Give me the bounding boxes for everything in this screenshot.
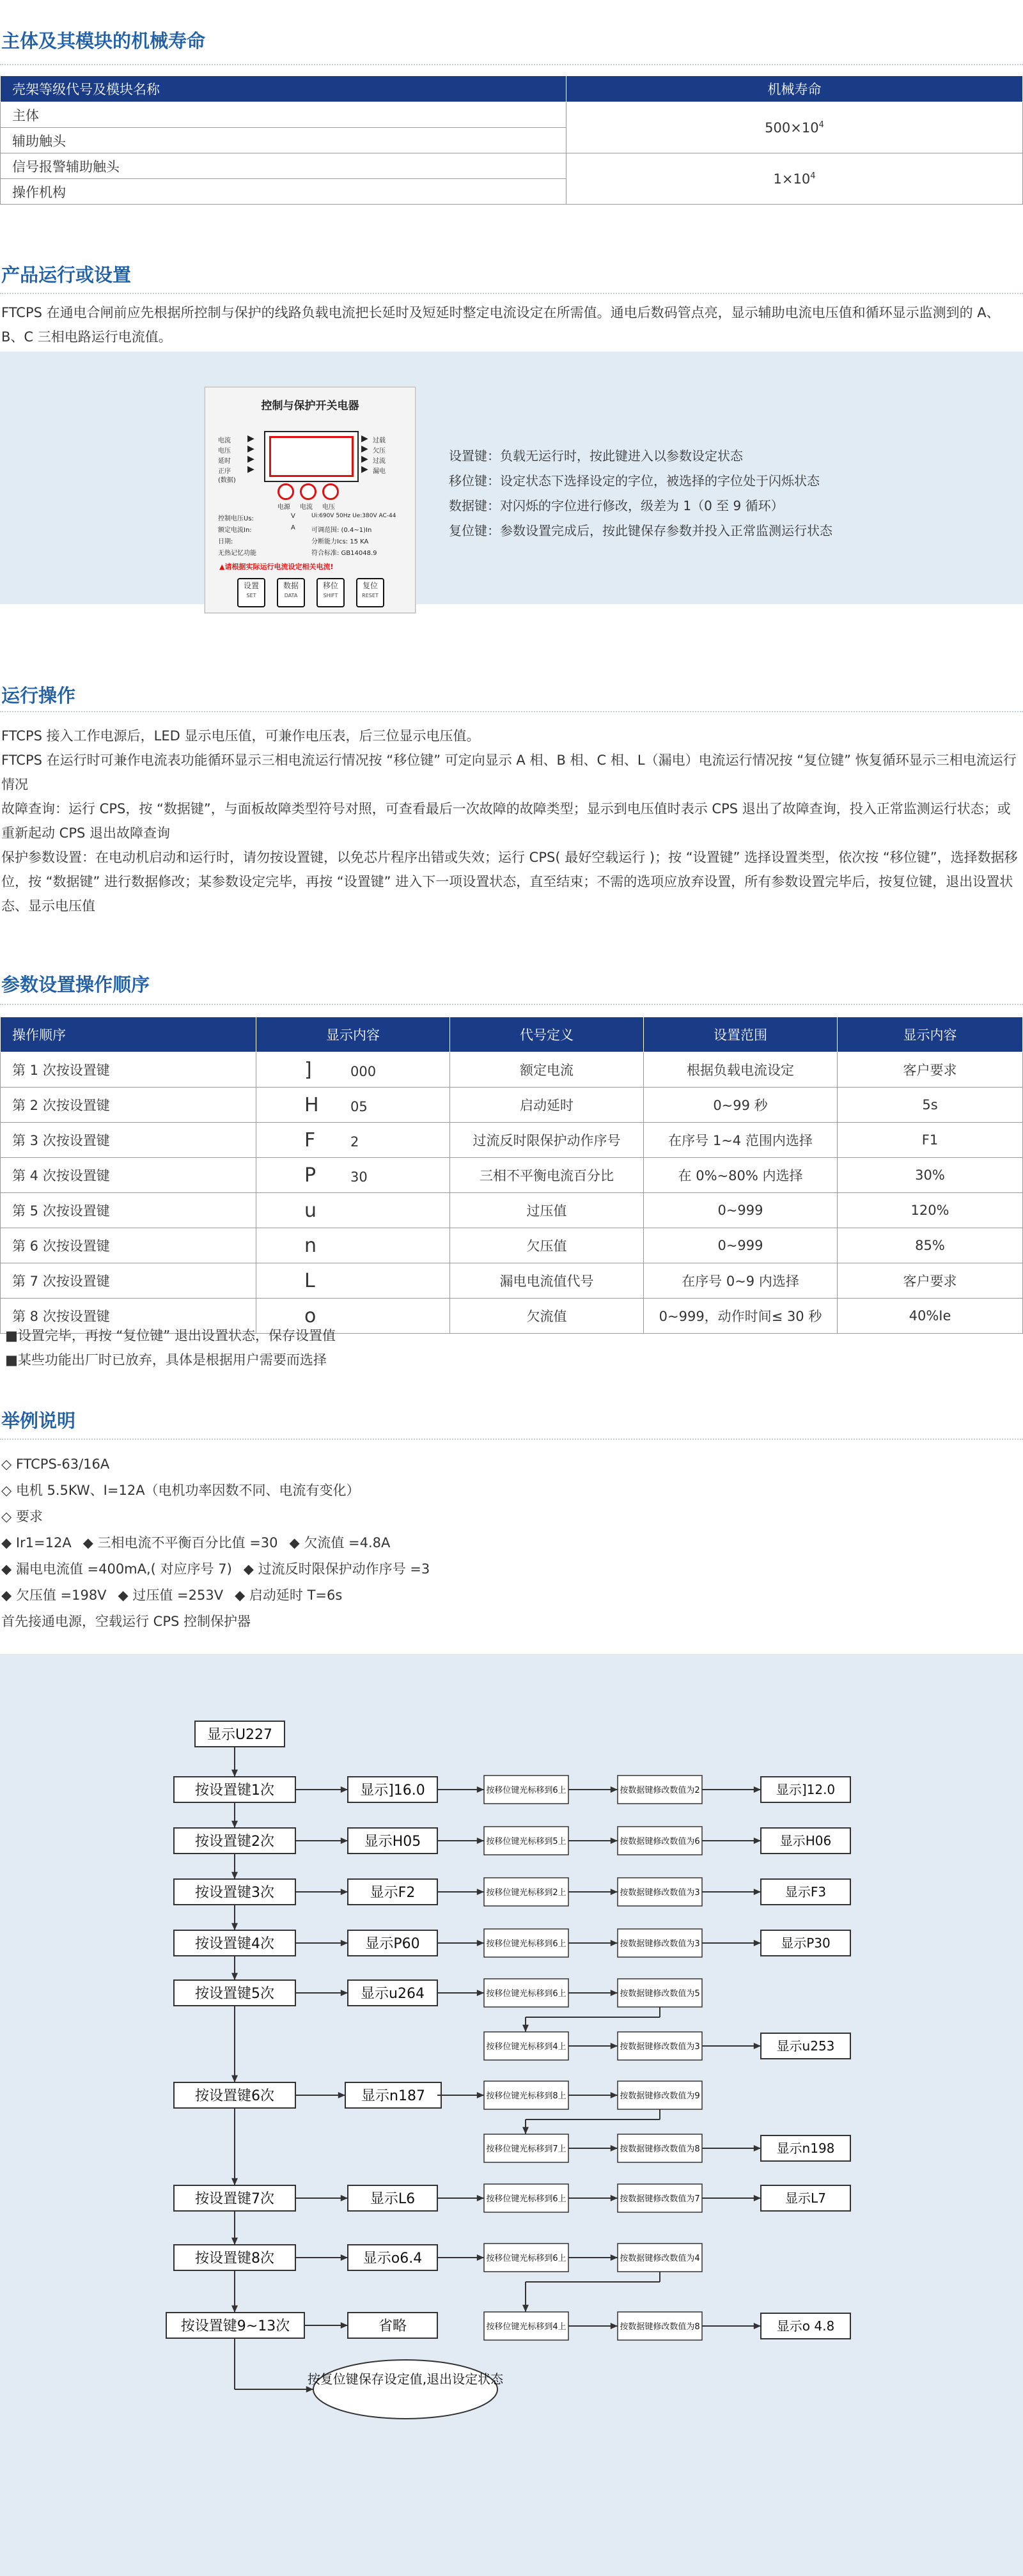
flow-move: 按移位键光标移到6上 (486, 2254, 566, 2263)
section-title-parameter-order: 参数设置操作顺序 (1, 974, 150, 995)
arrow-head (477, 1990, 484, 1996)
table-cell: 额定电流 (450, 1052, 644, 1088)
arrow-head (341, 1889, 348, 1895)
flow-data: 按数据键修改数值为7 (620, 2194, 700, 2204)
spec-value: 分断能力Ics: 15 KA (311, 538, 369, 545)
arrow-head (611, 1838, 618, 1844)
table-cell (256, 1228, 450, 1263)
spec-unit: A (291, 524, 295, 531)
flow-data: 按数据键修改数值为5 (620, 1989, 700, 1999)
arrow-head (477, 2195, 484, 2201)
reset-button[interactable]: 复位 RESET (356, 578, 384, 607)
table-cell: 辅助触头 (1, 128, 566, 153)
arrow-head (754, 2145, 761, 2151)
flow-data: 按数据键修改数值为9 (620, 2091, 700, 2101)
table-cell: 第 2 次按设置键 (1, 1088, 256, 1123)
flow-result: 显示L7 (785, 2190, 826, 2206)
table-header: 显示内容 (838, 1017, 1023, 1052)
arrow-head (611, 1990, 618, 1996)
panel-label: 延时 (218, 458, 231, 465)
setting-flowchart (0, 1654, 1023, 2576)
flow-result: 显示H06 (779, 1833, 832, 1849)
flow-step: 按设置键1次 (195, 1782, 274, 1799)
flow-step: 按设置键3次 (195, 1884, 274, 1901)
arrow-head (611, 2195, 618, 2201)
arrow-right-icon: ▶ (361, 454, 368, 464)
segment-code: P (304, 1164, 316, 1187)
table-row (1, 1158, 1023, 1193)
flow-result: 显示u253 (776, 2038, 835, 2054)
arrow-head (611, 2043, 618, 2049)
spec-label: 日期: (218, 538, 233, 545)
example-line (1, 1609, 441, 1635)
arrow-head (754, 2323, 761, 2329)
table-cell (256, 1052, 450, 1088)
flow-step: 按设置键9~13次 (180, 2318, 290, 2334)
segment-value: 30 (350, 1169, 368, 1185)
flow-show: 显示L6 (370, 2190, 416, 2207)
section-title-example: 举例说明 (1, 1410, 76, 1432)
parameter-table (0, 1017, 1023, 1334)
arrow-head (341, 1990, 348, 1996)
arrow-head (231, 2306, 238, 2313)
flow-show: 显示P60 (365, 1935, 420, 1952)
table-cell: 根据负载电流设定 (644, 1052, 838, 1088)
flow-move: 按移位键光标移到6上 (486, 2194, 566, 2204)
arrow-head (754, 1786, 761, 1793)
example-item: ◆ 启动延时 T=6s (235, 1588, 343, 1603)
example-item: ◇ FTCPS-63/16A (1, 1456, 110, 1472)
arrow-head (341, 2195, 348, 2201)
spec-label: 控制电压Us: (218, 515, 254, 522)
table-cell: 客户要求 (838, 1052, 1023, 1088)
arrow-right-icon: ▶ (247, 464, 254, 474)
table-header: 壳架等级代号及模块名称 (1, 76, 566, 102)
flow-move: 按移位键光标移到5上 (486, 1837, 566, 1846)
arrow-head (522, 2127, 529, 2134)
indicator-light (300, 483, 316, 500)
flow-move: 按移位键光标移到6上 (486, 1989, 566, 1999)
arrow-head (754, 1889, 761, 1895)
table-cell: 第 6 次按设置键 (1, 1228, 256, 1263)
paragraph: 故障查询：运行 CPS，按 “数据键”，与面板故障类型符号对照，可查看最后一次故障的故障类型；显示到电压值时表示 CPS 退出了故障查询，投入正常监测运行状态；或重新起动 CPS 退出故障查询 (1, 801, 1011, 841)
flow-step: 按设置键5次 (195, 1985, 274, 2002)
example-line (1, 1582, 441, 1609)
table-cell: 5s (838, 1088, 1023, 1123)
flow-end-box (313, 2360, 497, 2419)
arrow-head (231, 1872, 238, 1879)
panel-label: (数据) (218, 477, 236, 484)
arrow-head (341, 1838, 348, 1844)
set-button[interactable]: 设置 SET (237, 578, 265, 607)
table-cell: 主体 (1, 102, 566, 128)
example-lines (1, 1451, 441, 1635)
notes (5, 1323, 336, 1372)
arrow-head (477, 2092, 484, 2098)
table-cell: 第 8 次按设置键 (1, 1299, 256, 1334)
indicator-light (322, 483, 339, 500)
table-cell (256, 1158, 450, 1193)
flow-show: 显示]16.0 (360, 1782, 425, 1799)
spec-label: 额定电流In: (218, 527, 252, 534)
example-item: ◆ Ir1=12A (1, 1535, 72, 1550)
flow-move: 按移位键光标移到6上 (486, 1939, 566, 1949)
section-title-running: 运行操作 (1, 685, 76, 706)
flow-step: 按设置键4次 (195, 1935, 274, 1952)
example-item: 首先接通电源，空载运行 CPS 控制保护器 (1, 1614, 251, 1629)
arrow-head (754, 1940, 761, 1946)
indicator-light (277, 483, 294, 500)
table-cell: 第 5 次按设置键 (1, 1193, 256, 1228)
warning-icon: ▲ (219, 563, 225, 571)
flow-result: 显示P30 (781, 1935, 831, 1951)
flow-move: 按移位键光标移到4上 (486, 2042, 566, 2052)
table-cell: 启动延时 (450, 1088, 644, 1123)
arrow-head (231, 1973, 238, 1980)
arrow-head (231, 2075, 238, 2082)
example-item: ◆ 三相电流不平衡百分比值 =30 (82, 1535, 278, 1550)
arrow-head (611, 2254, 618, 2261)
arrow-head (611, 2323, 618, 2329)
table-cell: 第 4 次按设置键 (1, 1158, 256, 1193)
panel-label: 电流 (300, 504, 313, 511)
table-header: 机械寿命 (566, 76, 1023, 102)
table-cell: 客户要求 (838, 1263, 1023, 1299)
table-cell: 漏电电流值代号 (450, 1263, 644, 1299)
panel-label: 过流 (373, 458, 386, 465)
example-item: ◆ 过压值 =253V (118, 1588, 224, 1603)
panel-label: 过载 (373, 437, 386, 444)
table-cell: 30% (838, 1158, 1023, 1193)
divider (0, 1004, 1023, 1005)
desc-data-key: 数据键：对闪烁的字位进行修改，级差为 1（0 至 9 循环） (449, 498, 784, 513)
arrow-head (477, 1786, 484, 1793)
flow-step: 按设置键8次 (195, 2250, 274, 2267)
arrow-head (477, 1838, 484, 1844)
flow-end: 按复位键保存设定值,退出设定状态 (307, 2371, 504, 2387)
table-row (1, 1123, 1023, 1158)
arrow-head (231, 1923, 238, 1930)
arrow-head (231, 2238, 238, 2245)
table-cell: 信号报警辅助触头 (1, 153, 566, 179)
led-display (264, 431, 359, 482)
key-descriptions (449, 444, 832, 543)
arrow-head (522, 2305, 529, 2312)
spec-value: Ui:690V 50Hz Ue:380V AC-44 (311, 513, 396, 519)
table-cell: 85% (838, 1228, 1023, 1263)
table-cell (256, 1088, 450, 1123)
table-row (1, 1193, 1023, 1228)
table-cell (256, 1263, 450, 1299)
table-cell: 40%Ie (838, 1299, 1023, 1334)
table-cell: 在 0%~80% 内选择 (644, 1158, 838, 1193)
example-line (1, 1451, 441, 1478)
table-cell: 0~999 (644, 1228, 838, 1263)
arrow-head (611, 1889, 618, 1895)
arrow-right-icon: ▶ (247, 444, 254, 454)
flow-step: 按设置键6次 (195, 2088, 274, 2104)
example-line (1, 1478, 441, 1504)
mechanical-life-table (0, 75, 1023, 205)
segment-code: L (304, 1269, 315, 1292)
arrow-head (231, 2178, 238, 2185)
flow-data: 按数据键修改数值为2 (620, 1786, 700, 1795)
spec-label: 无热记忆功能 (218, 550, 256, 557)
segment-code: u (304, 1199, 317, 1222)
arrow-head (754, 2195, 761, 2201)
table-cell: 第 7 次按设置键 (1, 1263, 256, 1299)
arrow-head (611, 2145, 618, 2151)
flow-show: 显示o6.4 (363, 2250, 423, 2267)
table-cell: 欠流值 (450, 1299, 644, 1334)
arrow-head (341, 1940, 348, 1946)
example-item: ◆ 欠压值 =198V (1, 1588, 107, 1603)
flow-data: 按数据键修改数值为8 (620, 2144, 700, 2154)
table-row (1, 1228, 1023, 1263)
table-cell-value: $1\times 10^4$ (566, 153, 1023, 205)
flow-start: 显示U227 (207, 1726, 273, 1743)
flow-move: 按移位键光标移到4上 (486, 2322, 566, 2332)
flow-move: 按移位键光标移到2上 (486, 1888, 566, 1898)
segment-code: F (304, 1128, 316, 1151)
divider (0, 1439, 1023, 1440)
flow-move: 按移位键光标移到6上 (486, 1786, 566, 1795)
desc-shift-key: 移位键：设定状态下选择设定的字位，被选择的字位处于闪烁状态 (449, 473, 820, 488)
table-cell: 第 1 次按设置键 (1, 1052, 256, 1088)
flow-result: 显示o 4.8 (776, 2318, 835, 2334)
arrow-head (477, 2254, 484, 2261)
segment-value: 000 (350, 1063, 377, 1079)
flow-show: 显示F2 (370, 1884, 416, 1901)
arrow-head (341, 2254, 348, 2261)
arrow-head (341, 1786, 348, 1793)
example-item: ◆ 漏电电流值 =400mA,( 对应序号 7) (1, 1561, 232, 1577)
panel-label: 欠压 (373, 448, 386, 455)
table-row (1, 1263, 1023, 1299)
running-paragraphs (1, 724, 1018, 918)
example-item: ◇ 电机 5.5KW、I=12A（电机功率因数不同、电流有变化） (1, 1483, 360, 1498)
arrow-head (338, 2092, 345, 2098)
flow-show: 显示n187 (361, 2088, 425, 2104)
example-line (1, 1530, 441, 1556)
table-header: 显示内容 (256, 1017, 450, 1052)
example-item: ◆ 过流反时限保护动作序号 =3 (243, 1561, 430, 1577)
example-line (1, 1556, 441, 1582)
flow-step: 按设置键7次 (195, 2190, 274, 2207)
panel-label: 漏电 (373, 468, 386, 475)
arrow-right-icon: ▶ (247, 433, 254, 444)
table-cell: 过压值 (450, 1193, 644, 1228)
table-cell (256, 1193, 450, 1228)
arrow-head (477, 1889, 484, 1895)
table-cell: 120% (838, 1193, 1023, 1228)
panel-label: 电流 (218, 437, 231, 444)
divider (0, 64, 1023, 65)
flow-data: 按数据键修改数值为4 (620, 2254, 700, 2263)
table-cell: 操作机构 (1, 179, 566, 205)
flow-step: 按设置键2次 (195, 1833, 274, 1850)
table-cell: 0~999，动作时间≤ 30 秒 (644, 1299, 838, 1334)
arrow-right-icon: ▶ (361, 444, 368, 454)
flow-result: 显示]12.0 (776, 1782, 836, 1798)
device-panel-image (205, 387, 416, 613)
arrow-head (477, 1940, 484, 1946)
panel-label: 正序 (218, 468, 231, 475)
desc-set-key: 设置键：负载无运行时，按此键进入以参数设定状态 (449, 448, 743, 464)
arrow-head (231, 1821, 238, 1828)
segment-code: n (304, 1234, 317, 1257)
table-cell: 第 3 次按设置键 (1, 1123, 256, 1158)
segment-code: ] (304, 1058, 312, 1081)
spec-value: 符合标准: GB14048.9 (311, 550, 377, 557)
table-cell-value: $500\times 10^4$ (566, 102, 1023, 153)
shift-button[interactable]: 移位 SHIFT (316, 578, 345, 607)
arrow-head (611, 1786, 618, 1793)
arrow-right-icon: ▶ (247, 454, 254, 464)
arrow-right-icon: ▶ (361, 433, 368, 444)
data-button[interactable]: 数据 DATA (277, 578, 305, 607)
section-title-operation-setting: 产品运行或设置 (1, 264, 132, 286)
panel-label: 电压 (218, 448, 231, 455)
section-title-mechanical-life: 主体及其模块的机械寿命 (1, 30, 206, 52)
table-header: 设置范围 (644, 1017, 838, 1052)
flow-result: 显示F3 (785, 1884, 827, 1900)
flow-data: 按数据键修改数值为3 (620, 1939, 700, 1949)
spec-value: 可调范围: (0.4~1)In (311, 527, 372, 534)
panel-label: 电源 (277, 504, 290, 511)
panel-title: 控制与保护开关电器 (261, 400, 359, 412)
example-item: ◆ 欠流值 =4.8A (289, 1535, 391, 1550)
arrow-head (231, 1770, 238, 1777)
table-cell: 过流反时限保护动作序号 (450, 1123, 644, 1158)
paragraph: FTCPS 在运行时可兼作电流表功能循环显示三相电流运行情况按 “移位键” 可定向显示 A 相、B 相、C 相、L（漏电）电流运行情况按 “复位键” 恢复循环显示三相电流运行情况 (1, 753, 1017, 792)
table-header: 操作顺序 (1, 1017, 256, 1052)
arrow-head (754, 1838, 761, 1844)
table-header: 代号定义 (450, 1017, 644, 1052)
paragraph: 保护参数设置：在电动机启动和运行时，请勿按设置键，以免芯片程序出错或失效；运行 CPS( 最好空载运行 )；按 “设置键” 选择设置类型，依次按 “移位键”，选择数据移位，按 “数据键” 进行数据修改；某参数设定完毕，再按 “设置键” 进入下一项设置状态，直至结束；不需的选项应放弃设置，所有参数设置完毕后，按复位键，退出设置状态、显示电压值 (1, 850, 1018, 914)
segment-value: 05 (350, 1098, 368, 1114)
intro-paragraph: FTCPS 在通电合闸前应先根据所控制与保护的线路负载电流把长延时及短延时整定电流设定在所需值。通电后数码管点亮，显示辅助电流电压值和循环显示监测到的 A、B、C 三相电路运行电流值。 (1, 305, 1000, 345)
flow-result: 显示n198 (776, 2141, 835, 2157)
flow-data: 按数据键修改数值为8 (620, 2322, 700, 2332)
flow-data: 按数据键修改数值为3 (620, 1888, 700, 1898)
arrow-head (611, 2092, 618, 2098)
divider (0, 293, 1023, 294)
panel-label: 电压 (322, 504, 335, 511)
arrow-head (522, 2025, 529, 2032)
table-row (1, 1052, 1023, 1088)
desc-reset-key: 复位键：参数设置完成后，按此键保存参数并投入正常监测运行状态 (449, 523, 832, 538)
flow-move: 按移位键光标移到7上 (486, 2144, 566, 2154)
flow-show: 显示H05 (364, 1833, 421, 1850)
table-row (1, 1088, 1023, 1123)
table-cell (256, 1123, 450, 1158)
warning-text: ▲请根据实际运行电流设定相关电流! (219, 563, 334, 571)
paragraph: FTCPS 接入工作电源后，LED 显示电压值，可兼作电压表，后三位显示电压值。 (1, 728, 480, 744)
arrow-head (611, 1940, 618, 1946)
flow-move: 按移位键光标移到8上 (486, 2091, 566, 2101)
table-cell: 0~999 (644, 1193, 838, 1228)
segment-code: o (304, 1304, 316, 1327)
segment-value: 2 (350, 1134, 359, 1150)
flow-data: 按数据键修改数值为6 (620, 1837, 700, 1846)
table-cell: 0~99 秒 (644, 1088, 838, 1123)
arrow-head (341, 2322, 348, 2329)
flow-show: 省略 (378, 2318, 407, 2334)
table-cell: F1 (838, 1123, 1023, 1158)
example-item: ◇ 要求 (1, 1509, 43, 1524)
table-cell: 三相不平衡电流百分比 (450, 1158, 644, 1193)
spec-unit: V (291, 513, 295, 520)
example-line (1, 1504, 441, 1530)
arrow-head (306, 2386, 313, 2393)
arrow-head (754, 2043, 761, 2049)
flow-data: 按数据键修改数值为3 (620, 2042, 700, 2052)
divider (0, 711, 1023, 712)
segment-code: H (304, 1093, 319, 1116)
arrow-right-icon: ▶ (361, 464, 368, 474)
table-cell: 在序号 1~4 范围内选择 (644, 1123, 838, 1158)
table-cell: 欠压值 (450, 1228, 644, 1263)
note: ■某些功能出厂时已放弃，具体是根据用户需要而选择 (5, 1352, 327, 1368)
flow-show: 显示u264 (361, 1985, 425, 2002)
table-cell: 在序号 0~9 内选择 (644, 1263, 838, 1299)
note: ■设置完毕，再按 “复位键” 退出设置状态，保存设置值 (5, 1328, 336, 1343)
